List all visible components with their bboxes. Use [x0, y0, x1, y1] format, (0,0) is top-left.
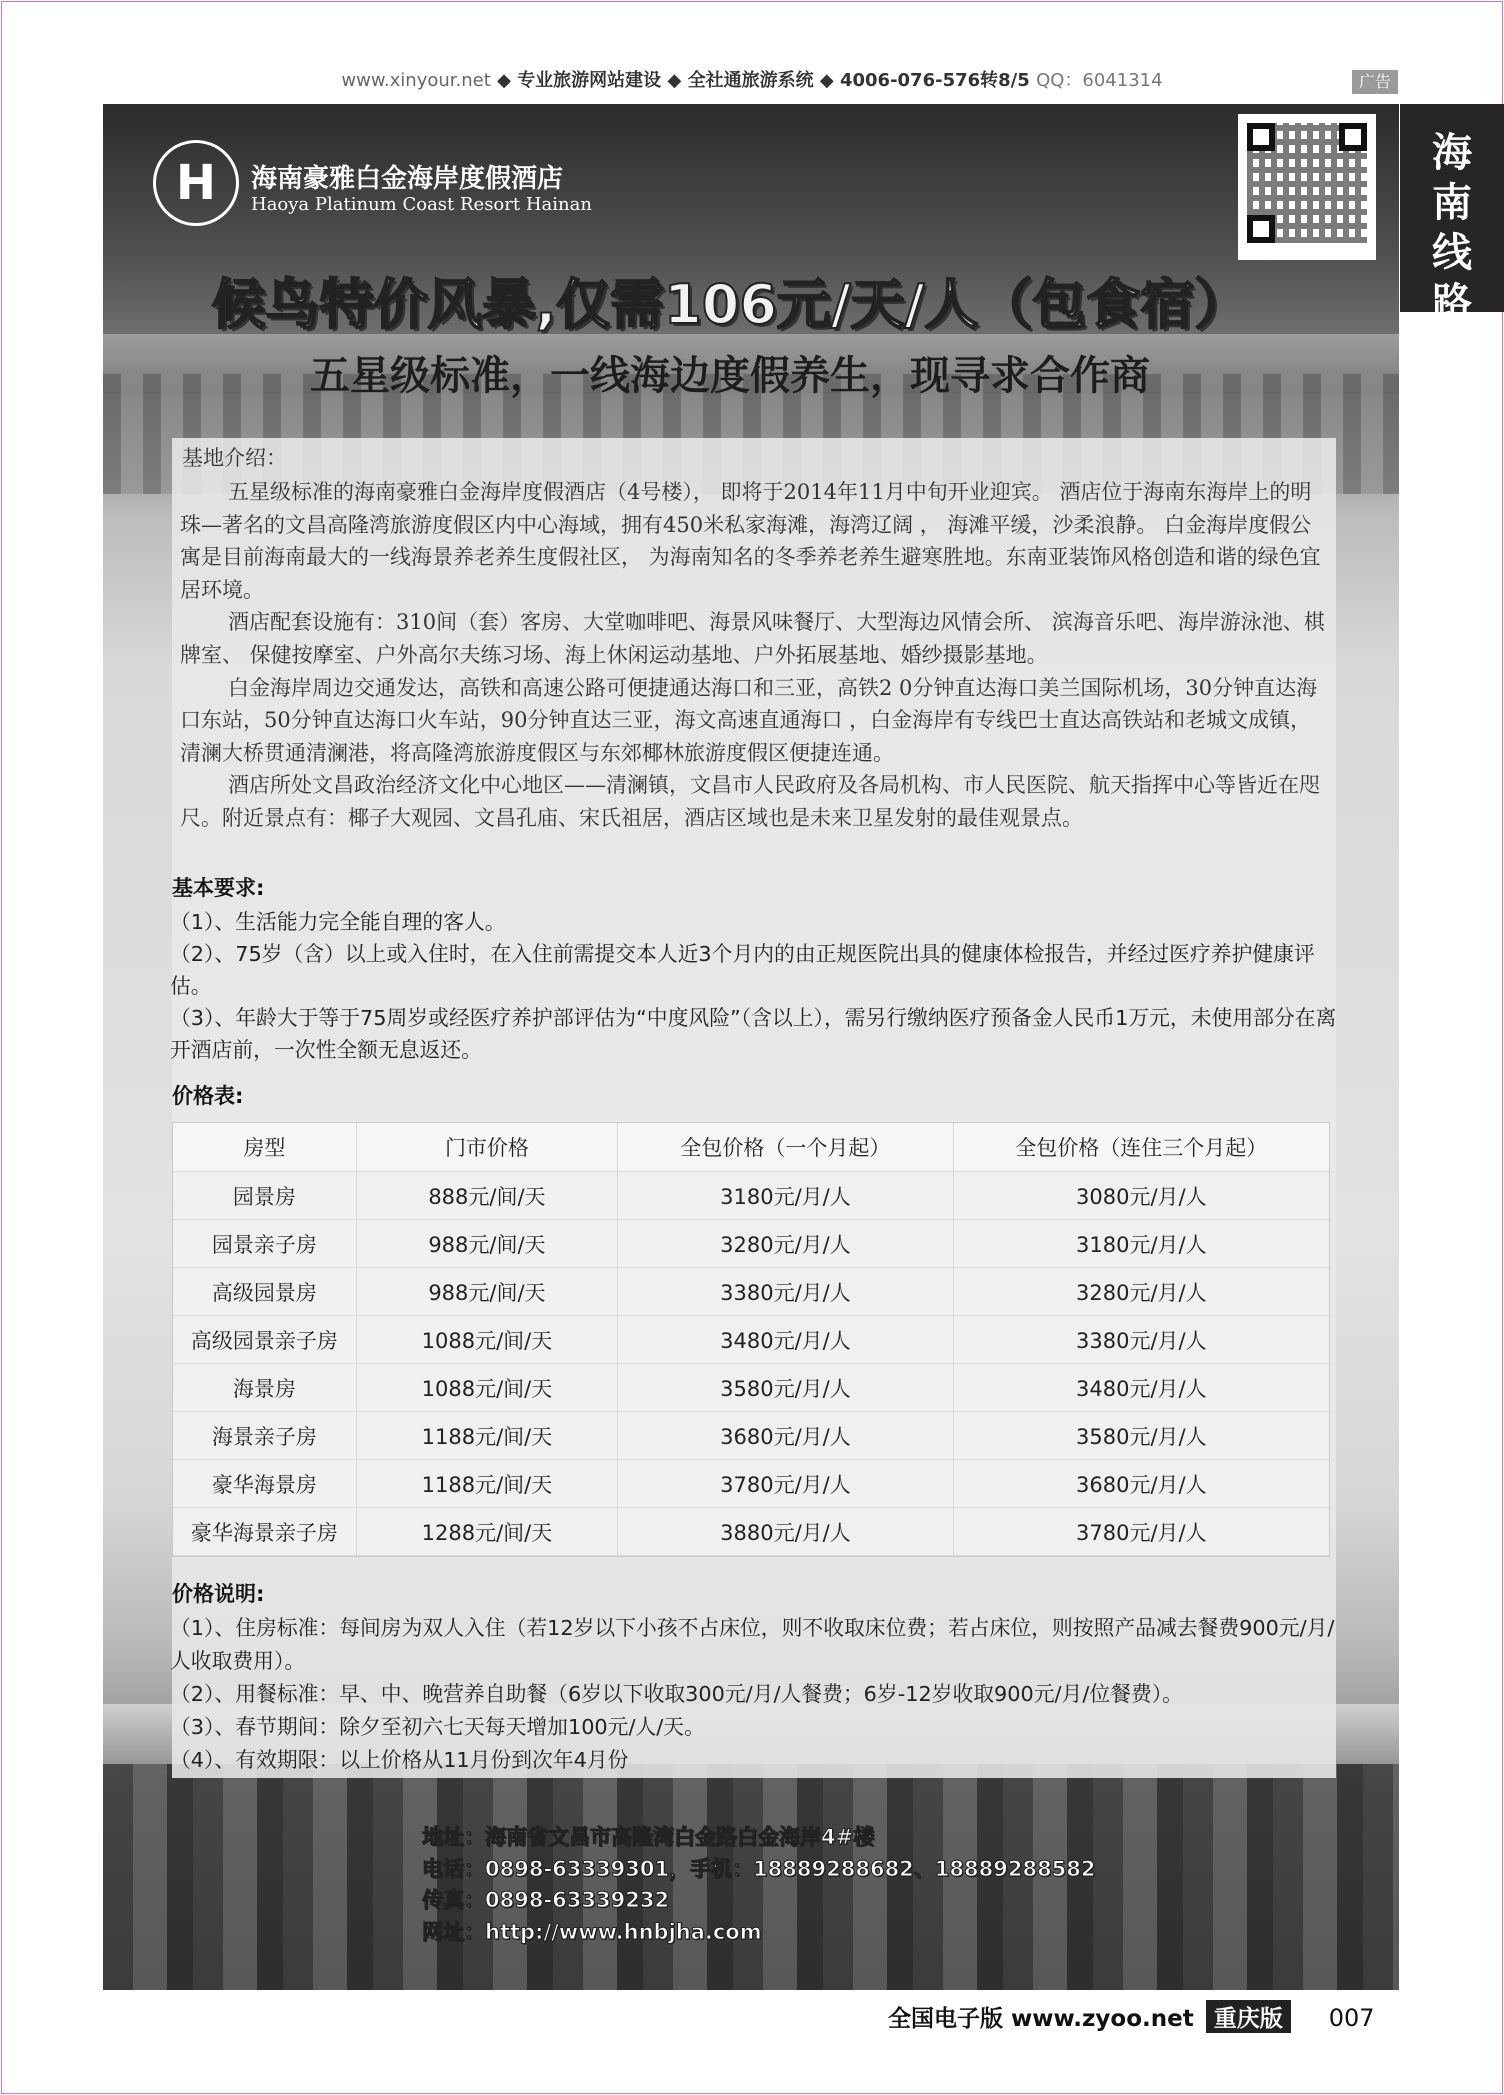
table-row — [173, 1172, 1329, 1220]
diamond-icon: ◆ — [819, 70, 840, 91]
contact-info — [422, 1822, 1096, 1948]
intro-paragraph: 五星级标准的海南豪雅白金海岸度假酒店（4号楼）， 即将于2014年11月中旬开业迎宾。 酒店位于海南东海岸上的明珠—著名的文昌高隆湾旅游度假区内中心海域，拥有450米私家海滩，海湾辽阔 ， 海滩平缓，沙柔浪静。 白金海岸度假公寓是目前海南最大的一线海景养老养生度假社区， 为海南知名的冬季养老养生避寒胜地。东南亚装饰风格创造和谐的绿色宜居环境。 — [180, 480, 1321, 602]
footer-url-link[interactable]: www.zyoo.net — [1011, 2006, 1194, 2032]
intro-body — [180, 476, 1330, 835]
qq-text: QQ：6041314 — [1036, 70, 1163, 91]
monthly-rate-cell: 3780元/月/人 — [618, 1460, 953, 1508]
intro-paragraph: 白金海岸周边交通发达，高铁和高速公路可便捷通达海口和三亚，高铁2 0分钟直达海口美兰国际机场，30分钟直达海口东站，50分钟直达海口火车站，90分钟直达三亚，海文高速直通海口 ，白金海岸有专线巴士直达高铁站和老城文成镇，清澜大桥贯通清澜港，将高隆湾旅游度假区与东郊椰林旅游度假区便捷连通。 — [180, 675, 1318, 765]
room-type-cell: 海景房 — [173, 1364, 357, 1412]
intro-paragraph: 酒店配套设施有：310间（套）客房、大堂咖啡吧、海景风味餐厅、大型海边风情会所、 滨海音乐吧、海岸游泳池、棋牌室、 保健按摩室、户外高尔夫练习场、海上休闲运动基地、户外拓展基地、婚纱摄影基地。 — [180, 610, 1325, 667]
room-type-cell: 豪华海景亲子房 — [173, 1508, 357, 1556]
rack-rate-cell: 1188元/间/天 — [357, 1412, 619, 1460]
quarterly-rate-cell: 3280元/月/人 — [954, 1268, 1329, 1316]
top-advert-bar — [0, 66, 1504, 92]
room-type-cell: 高级园景房 — [173, 1268, 357, 1316]
intro-label: 基地介绍： — [182, 446, 287, 470]
quarterly-rate-cell: 3480元/月/人 — [954, 1364, 1329, 1412]
intro-paragraph: 酒店所处文昌政治经济文化中心地区——清澜镇，文昌市人民政府及各局机构、市人民医院、航天指挥中心等皆近在咫尺。附近景点有：椰子大观园、文昌孔庙、宋氏祖居，酒店区域也是未来卫星发射的最佳观景点。 — [180, 773, 1320, 830]
room-type-cell: 园景房 — [173, 1172, 357, 1220]
ad-badge: 广告 — [1352, 70, 1398, 94]
table-row — [173, 1316, 1329, 1364]
contact-fax: 传真：0898-63339232 — [422, 1888, 670, 1912]
quarterly-rate-cell: 3780元/月/人 — [954, 1508, 1329, 1556]
rack-rate-cell: 888元/间/天 — [357, 1172, 619, 1220]
monthly-rate-cell: 3580元/月/人 — [618, 1364, 953, 1412]
side-tab-char: 南 — [1432, 180, 1472, 226]
price-table-header-row — [173, 1123, 1329, 1172]
table-row — [173, 1220, 1329, 1268]
site-url-link[interactable]: www.xinyour.net — [341, 70, 491, 91]
hotline-text: 4006-076-576转8/5 — [839, 70, 1030, 91]
price-note-item: （1）、住房标准：每间房为双人入住（若12岁以下小孩不占床位，则不收取床位费；若占床位，则按照产品减去餐费900元/月/人收取费用）。 — [170, 1616, 1335, 1673]
edition-badge: 重庆版 — [1206, 2000, 1291, 2033]
page-number: 007 — [1328, 2004, 1375, 2032]
diamond-icon: ◆ — [667, 70, 688, 91]
room-type-cell: 豪华海景房 — [173, 1460, 357, 1508]
qr-finder-pattern — [1247, 215, 1275, 243]
price-notes-label: 价格说明: — [172, 1582, 265, 1606]
rack-rate-cell: 1288元/间/天 — [357, 1508, 619, 1556]
quarterly-rate-cell: 3380元/月/人 — [954, 1316, 1329, 1364]
monthly-rate-cell: 3180元/月/人 — [618, 1172, 953, 1220]
promo-subheadline: 五星级标准，一线海边度假养生，现寻求合作商 — [310, 353, 1150, 399]
requirement-item: （3）、年龄大于等于75周岁或经医疗养护部评估为“中度风险”（含以上），需另行缴纳医疗预备金人民币1万元，未使用部分在离开酒店前，一次性全额无息返还。 — [170, 1006, 1337, 1062]
requirement-item: （1）、生活能力完全能自理的客人。 — [170, 910, 506, 934]
service-text-2: 全社通旅游系统 — [687, 70, 814, 91]
promo-headline: 候鸟特价风暴,仅需106元/天/人（包食宿） — [211, 273, 1249, 336]
header-quarterly-rate: 全包价格（连住三个月起） — [954, 1123, 1329, 1172]
requirement-item: （2）、75岁（含）以上或入住时，在入住前需提交本人近3个月内的由正规医院出具的健康体检报告，并经过医疗养护健康评估。 — [170, 942, 1315, 998]
table-row — [173, 1508, 1329, 1556]
diamond-icon: ◆ — [497, 70, 518, 91]
rack-rate-cell: 988元/间/天 — [357, 1220, 619, 1268]
room-type-cell: 园景亲子房 — [173, 1220, 357, 1268]
requirements-label: 基本要求: — [172, 876, 265, 900]
room-type-cell: 高级园景亲子房 — [173, 1316, 357, 1364]
monthly-rate-cell: 3880元/月/人 — [618, 1508, 953, 1556]
table-row — [173, 1364, 1329, 1412]
quarterly-rate-cell: 3180元/月/人 — [954, 1220, 1329, 1268]
rack-rate-cell: 1188元/间/天 — [357, 1460, 619, 1508]
footer-label: 全国电子版 — [888, 2006, 1003, 2032]
page-footer — [888, 2000, 1375, 2038]
room-type-cell: 海景亲子房 — [173, 1412, 357, 1460]
side-tab-char: 线 — [1432, 230, 1472, 276]
contact-website-link[interactable]: 网址：http://www.hnbjha.com — [422, 1919, 762, 1944]
hotel-logo-icon: H — [153, 140, 239, 226]
hotel-name-en: Haoya Platinum Coast Resort Hainan — [251, 194, 592, 215]
price-note-item: （3）、春节期间：除夕至初六七天每天增加100元/人/天。 — [170, 1715, 705, 1739]
table-row — [173, 1460, 1329, 1508]
monthly-rate-cell: 3280元/月/人 — [618, 1220, 953, 1268]
rack-rate-cell: 988元/间/天 — [357, 1268, 619, 1316]
qr-code-icon — [1238, 114, 1376, 260]
header-monthly-rate: 全包价格（一个月起） — [618, 1123, 953, 1172]
price-table-label: 价格表: — [172, 1084, 244, 1108]
table-row — [173, 1412, 1329, 1460]
monthly-rate-cell: 3480元/月/人 — [618, 1316, 953, 1364]
qr-finder-pattern — [1247, 123, 1275, 151]
monthly-rate-cell: 3380元/月/人 — [618, 1268, 953, 1316]
contact-address: 地址：海南省文昌市高隆湾白金路白金海岸4#楼 — [422, 1825, 875, 1849]
quarterly-rate-cell: 3080元/月/人 — [954, 1172, 1329, 1220]
price-notes-list — [170, 1612, 1350, 1777]
contact-phone: 电话：0898-63339301，手机：18889288682、18889288582 — [422, 1856, 1096, 1881]
price-table — [172, 1122, 1330, 1557]
section-side-tab — [1400, 104, 1504, 326]
requirements-list — [170, 906, 1350, 1066]
rack-rate-cell: 1088元/间/天 — [357, 1316, 619, 1364]
qr-finder-pattern — [1339, 123, 1367, 151]
header-room-type: 房型 — [173, 1123, 357, 1172]
rack-rate-cell: 1088元/间/天 — [357, 1364, 619, 1412]
table-row — [173, 1268, 1329, 1316]
service-text-1: 专业旅游网站建设 — [517, 70, 662, 91]
monthly-rate-cell: 3680元/月/人 — [618, 1412, 953, 1460]
quarterly-rate-cell: 3580元/月/人 — [954, 1412, 1329, 1460]
quarterly-rate-cell: 3680元/月/人 — [954, 1460, 1329, 1508]
hotel-name-cn: 海南豪雅白金海岸度假酒店 — [251, 164, 564, 194]
side-tab-char: 路 — [1432, 280, 1472, 326]
header-rack-rate: 门市价格 — [357, 1123, 619, 1172]
side-tab-char: 海 — [1432, 130, 1472, 176]
price-note-item: （2）、用餐标准：早、中、晚营养自助餐（6岁以下收取300元/月/人餐费；6岁-12岁收取900元/月/位餐费）。 — [170, 1682, 1183, 1706]
price-note-item: （4）、有效期限：以上价格从11月份到次年4月份 — [170, 1748, 629, 1772]
